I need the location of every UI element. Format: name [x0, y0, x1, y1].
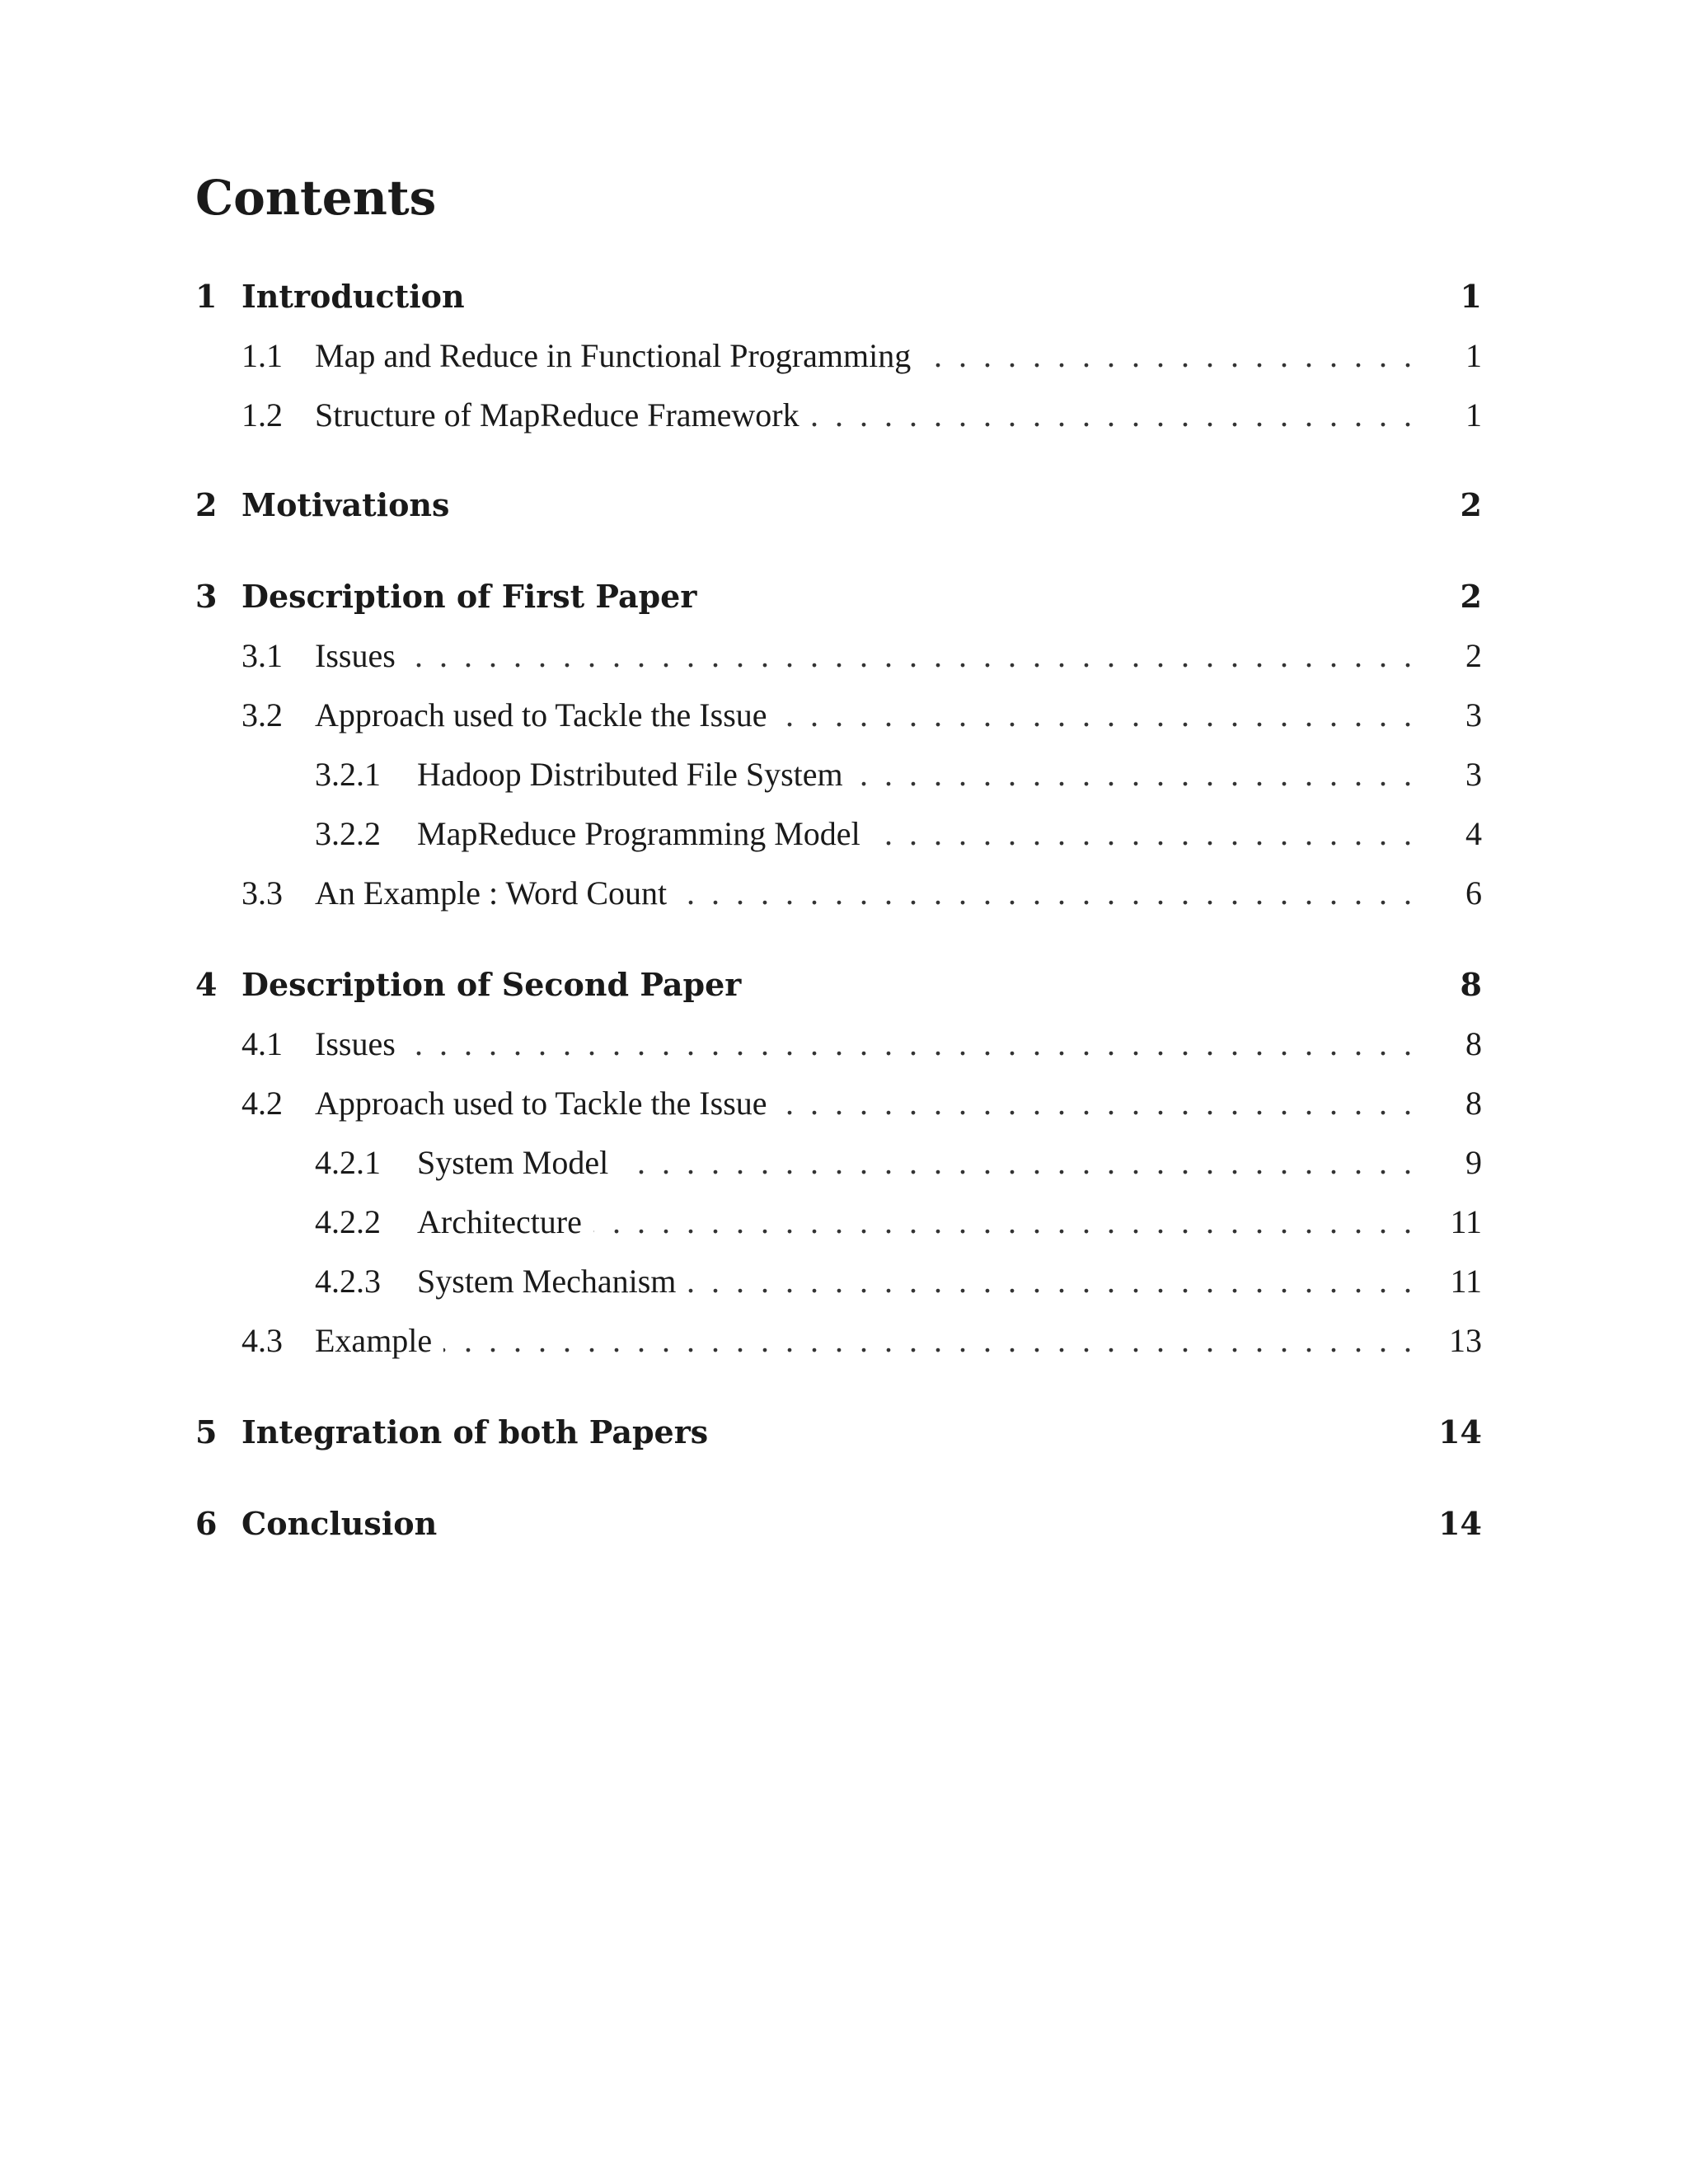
toc-entry-title: Issues	[315, 637, 396, 674]
toc-entry-title: Description of First Paper	[241, 578, 697, 615]
toc-entry-title: Integration of both Papers	[241, 1413, 709, 1451]
toc-entry-page-number: 2	[1460, 486, 1482, 523]
toc-entry-page-number: 8	[1465, 1025, 1482, 1062]
toc-entry-number: 4.2	[241, 1085, 283, 1122]
toc-dot-leader	[811, 391, 1412, 440]
toc-entry-number: 3.3	[241, 874, 283, 912]
toc-entry-subsection[interactable]	[0, 391, 1688, 440]
toc-dot-leader	[443, 1316, 1412, 1366]
toc-entry-number: 3.2.2	[315, 815, 381, 852]
toc-entry-subsection[interactable]	[0, 331, 1688, 381]
toc-entry-title: Example	[315, 1322, 433, 1359]
toc-entry-page-number: 1	[1465, 337, 1482, 374]
toc-entry-page-number: 13	[1449, 1322, 1482, 1359]
toc-entry-subsubsection[interactable]	[0, 1197, 1688, 1247]
toc-entry-page-number: 6	[1465, 874, 1482, 912]
toc-entry-number: 1.1	[241, 337, 283, 374]
toc-entry-page-number: 2	[1460, 578, 1482, 615]
toc-entry-number: 4.2.3	[315, 1263, 381, 1300]
toc-entry-title: Map and Reduce in Functional Programming	[315, 337, 912, 374]
toc-dot-leader	[779, 1079, 1412, 1128]
toc-entry-title: Description of Second Paper	[241, 966, 742, 1003]
toc-dot-leader	[872, 809, 1412, 859]
toc-entry-number: 2	[195, 486, 218, 523]
toc-entry-subsubsection[interactable]	[0, 750, 1688, 799]
toc-entry-title: Motivations	[241, 486, 450, 523]
toc-entry-section[interactable]	[0, 272, 1688, 321]
toc-entry-title: Structure of MapReduce Framework	[315, 396, 799, 434]
toc-entry-page-number: 1	[1465, 396, 1482, 434]
toc-entry-title: System Model	[417, 1144, 609, 1181]
toc-entry-page-number: 1	[1460, 278, 1482, 315]
toc-entry-subsection[interactable]	[0, 869, 1688, 918]
toc-entry-title: Hadoop Distributed File System	[417, 756, 843, 793]
toc-entry-title: Conclusion	[241, 1505, 438, 1542]
toc-entry-number: 4.2.2	[315, 1203, 381, 1240]
toc-entry-subsection[interactable]	[0, 1019, 1688, 1069]
toc-entry-subsection[interactable]	[0, 1316, 1688, 1366]
toc-dot-leader	[922, 331, 1412, 381]
toc-dot-leader	[407, 1019, 1412, 1069]
toc-entry-title: System Mechanism	[417, 1263, 677, 1300]
toc-entry-title: Architecture	[417, 1203, 582, 1240]
toc-entry-number: 4.3	[241, 1322, 283, 1359]
toc-entry-title: Approach used to Tackle the Issue	[315, 1085, 767, 1122]
toc-entry-number: 4.1	[241, 1025, 283, 1062]
toc-entry-number: 1.2	[241, 396, 283, 434]
toc-dot-leader	[779, 691, 1412, 740]
toc-entry-page-number: 11	[1450, 1263, 1482, 1300]
toc-entry-number: 3	[195, 578, 218, 615]
toc-entry-section[interactable]	[0, 480, 1688, 530]
toc-entry-number: 4	[195, 966, 218, 1003]
toc-entry-section[interactable]	[0, 572, 1688, 621]
toc-entry-page-number: 8	[1465, 1085, 1482, 1122]
toc-entry-page-number: 9	[1465, 1144, 1482, 1181]
toc-dot-leader	[407, 631, 1412, 681]
toc-entry-section[interactable]	[0, 960, 1688, 1010]
toc-entry-subsubsection[interactable]	[0, 1138, 1688, 1188]
toc-entry-number: 4.2.1	[315, 1144, 381, 1181]
toc-entry-number: 3.2.1	[315, 756, 381, 793]
toc-entry-number: 3.1	[241, 637, 283, 674]
toc-entry-subsection[interactable]	[0, 631, 1688, 681]
toc-entry-subsection[interactable]	[0, 1079, 1688, 1128]
toc-entry-title: Issues	[315, 1025, 396, 1062]
toc-entry-number: 5	[195, 1413, 218, 1451]
toc-dot-leader	[678, 869, 1412, 918]
toc-entry-page-number: 14	[1438, 1505, 1482, 1542]
toc-entry-number: 3.2	[241, 696, 283, 733]
toc-entry-title: Approach used to Tackle the Issue	[315, 696, 767, 733]
toc-entry-subsubsection[interactable]	[0, 1257, 1688, 1306]
toc-entry-title: An Example : Word Count	[315, 874, 668, 912]
toc-entry-page-number: 2	[1465, 637, 1482, 674]
toc-entry-page-number: 3	[1465, 696, 1482, 733]
toc-heading: Contents	[195, 170, 437, 226]
toc-dot-leader	[687, 1257, 1412, 1306]
toc-entry-page-number: 11	[1450, 1203, 1482, 1240]
toc-entry-section[interactable]	[0, 1408, 1688, 1457]
toc-entry-section[interactable]	[0, 1499, 1688, 1549]
toc-entry-subsubsection[interactable]	[0, 809, 1688, 859]
toc-dot-leader	[593, 1197, 1412, 1247]
toc-dot-leader	[855, 750, 1412, 799]
toc-entry-subsection[interactable]	[0, 691, 1688, 740]
toc-entry-title: MapReduce Programming Model	[417, 815, 860, 852]
toc-entry-number: 1	[195, 278, 218, 315]
toc-dot-leader	[620, 1138, 1412, 1188]
toc-entry-page-number: 3	[1465, 756, 1482, 793]
toc-entry-page-number: 14	[1438, 1413, 1482, 1451]
toc-entry-page-number: 4	[1465, 815, 1482, 852]
toc-entry-title: Introduction	[241, 278, 465, 315]
toc-entry-page-number: 8	[1460, 966, 1482, 1003]
toc-entry-number: 6	[195, 1505, 218, 1542]
